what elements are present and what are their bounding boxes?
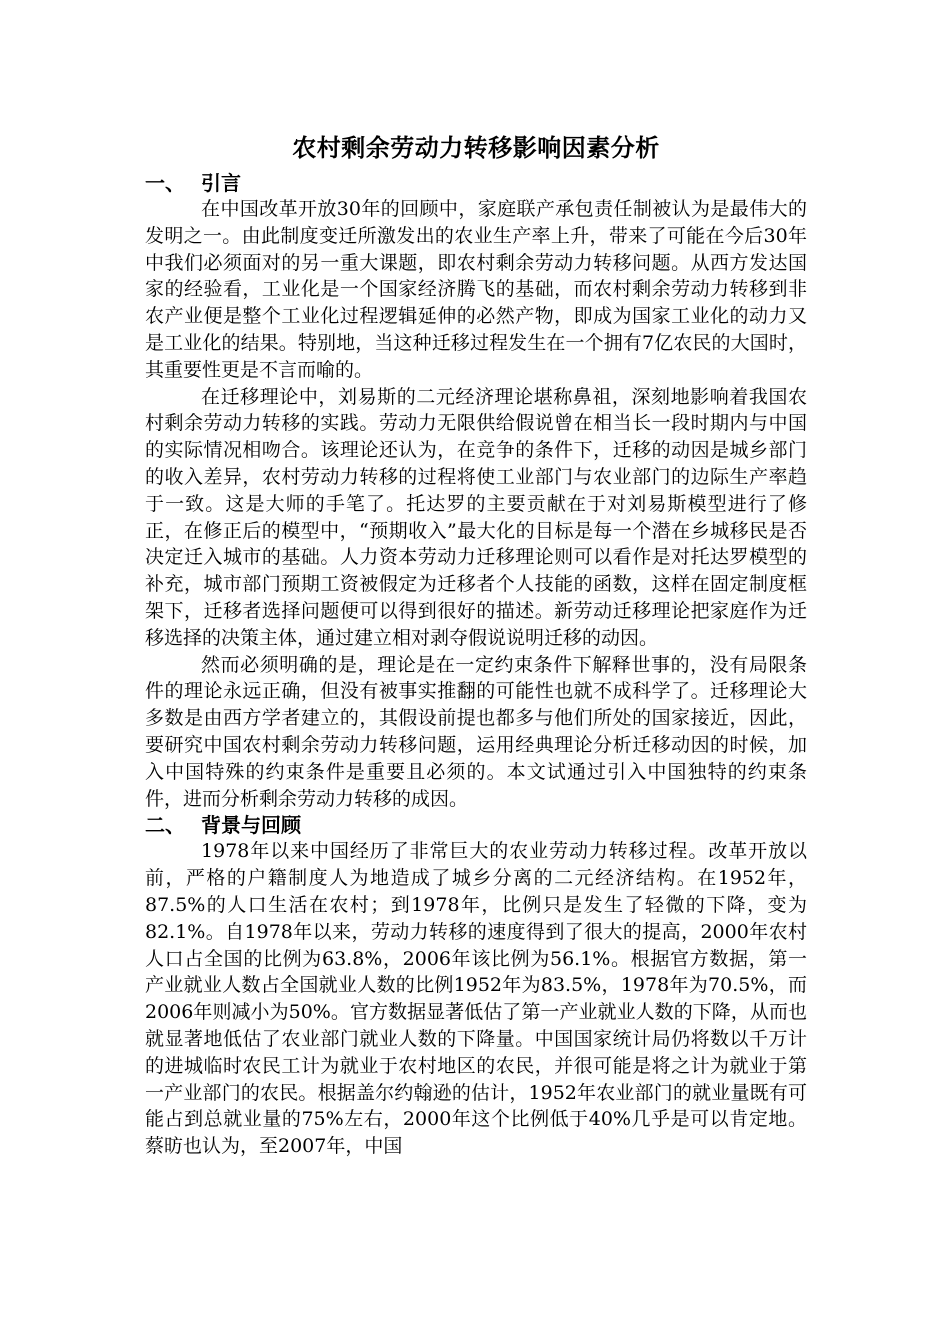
section-heading-intro xyxy=(145,170,807,196)
paragraph: 1978年以来中国经历了非常巨大的农业劳动力转移过程。改革开放以前，严格的户籍制度人为地造成了城乡分离的二元经济结构。在1952年，87.5%的人口生活在农村；到1978年，比例只是发生了轻微的下降，变为82.1%。自1978年以来，劳动力转移的速度得到了很大的提高，2000年农村人口占全国的比例为63.8%，2006年该比例为56.1%。根据官方数据，第一产业就业人数占全国就业人数的比例1952年为83.5%，1978年为70.5%，而2006年则减小为50%。官方数据显著低估了第一产业就业人数的下降，从而也就显著地低估了农业部门就业人数的下降量。中国国家统计局仍将数以千万计的进城临时农民工计为就业于农村地区的农民，并很可能是将之计为就业于第一产业部门的农民。根据盖尔约翰逊的估计，1952年农业部门的就业量既有可能占到总就业量的75%左右，2000年这个比例低于40%几乎是可以肯定地。蔡昉也认为，至2007年，中国 xyxy=(145,840,807,1158)
section-heading-background xyxy=(145,812,807,838)
document-title: 农村剩余劳动力转移影响因素分析 xyxy=(292,134,660,162)
paragraph: 在中国改革开放30年的回顾中，家庭联产承包责任制被认为是最伟大的发明之一。由此制度变迁所激发出的农业生产率上升，带来了可能在今后30年中我们必须面对的另一重大课题，即农村剩余劳动力转移问题。从西方发达国家的经验看，工业化是一个国家经济腾飞的基础，而农村剩余劳动力转移到非农产业便是整个工业化过程逻辑延伸的必然产物，即成为国家工业化的动力又是工业化的结果。特别地，当这种迁移过程发生在一个拥有7亿农民的大国时，其重要性更是不言而喻的。 xyxy=(145,198,807,381)
section-number: 二、 xyxy=(145,813,185,838)
paragraph: 在迁移理论中，刘易斯的二元经济理论堪称鼻祖，深刻地影响着我国农村剩余劳动力转移的实践。劳动力无限供给假说曾在相当长一段时期内与中国的实际情况相吻合。该理论还认为，在竞争的条件下，迁移的动因是城乡部门的收入差异，农村劳动力转移的过程将使工业部门与农业部门的边际生产率趋于一致。这是大师的手笔了。托达罗的主要贡献在于对刘易斯模型进行了修正，在修正后的模型中，“预期收入”最大化的目标是每一个潜在乡城移民是否决定迁入城市的基础。人力资本劳动力迁移理论则可以看作是对托达罗模型的补充，城市部门预期工资被假定为迁移者个人技能的函数，这样在固定制度框架下，迁移者选择问题便可以得到很好的描述。新劳动迁移理论把家庭作为迁移选择的决策主体，通过建立相对剥夺假说说明迁移的动因。 xyxy=(145,385,807,649)
section-number: 一、 xyxy=(145,171,185,195)
section-title: 背景与回顾 xyxy=(201,813,301,838)
section-title: 引言 xyxy=(201,171,241,195)
document-body xyxy=(145,132,807,1160)
paragraph: 然而必须明确的是，理论是在一定约束条件下解释世事的，没有局限条件的理论永远正确，但没有被事实推翻的可能性也就不成科学了。迁移理论大多数是由西方学者建立的，其假设前提也都多与他们所处的国家接近，因此，要研究中国农村剩余劳动力转移问题，运用经典理论分析迁移动因的时候，加入中国特殊的约束条件是重要且必须的。本文试通过引入中国独特的约束条件，进而分析剩余劳动力转移的成因。 xyxy=(145,653,807,810)
